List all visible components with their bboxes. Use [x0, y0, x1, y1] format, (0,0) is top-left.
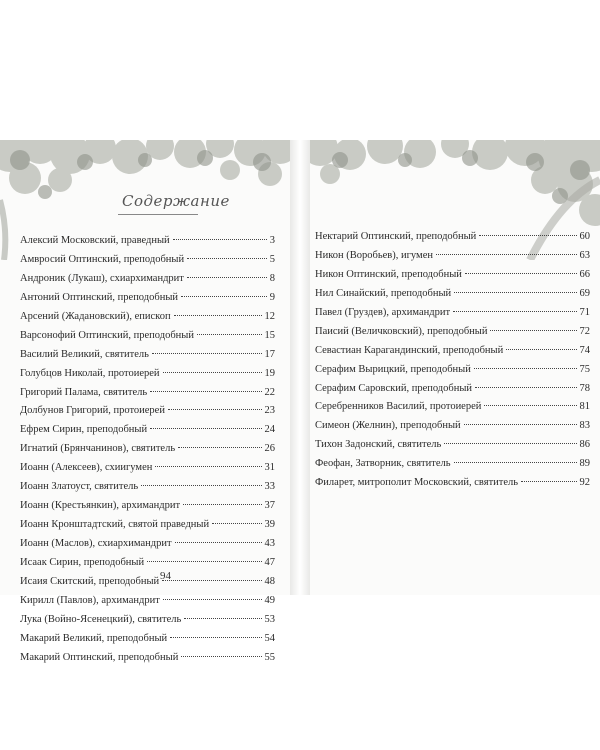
toc-entry	[20, 251, 275, 270]
dot-leader	[147, 561, 261, 562]
toc-entry	[20, 459, 275, 478]
toc-entry	[315, 247, 590, 266]
dot-leader	[453, 311, 576, 312]
toc-entry-page: 33	[264, 481, 275, 493]
toc-entry-name: Тихон Задонский, святитель	[315, 439, 442, 451]
toc-entry	[315, 285, 590, 304]
toc-entry-page: 63	[579, 249, 590, 261]
toc-entry	[20, 630, 275, 649]
toc-entry	[315, 455, 590, 474]
toc-entry-page: 47	[264, 556, 275, 568]
toc-entry-page: 69	[579, 287, 590, 299]
dot-leader	[173, 239, 267, 240]
toc-entry-page: 55	[264, 651, 275, 663]
dot-leader	[183, 504, 261, 505]
book-gutter	[290, 140, 310, 595]
toc-entry-page: 60	[579, 231, 590, 242]
toc-entry-name: Иоанн (Крестьянкин), архимандрит	[20, 500, 181, 512]
toc-entry	[315, 323, 590, 342]
toc-entry	[315, 398, 590, 417]
toc-entry-name: Никон Оптинский, преподобный	[315, 268, 462, 280]
toc-entry-page: 9	[269, 291, 275, 303]
toc-entry	[20, 649, 275, 668]
toc-entry	[20, 327, 275, 346]
toc-entry	[20, 497, 275, 516]
toc-entry	[20, 232, 275, 251]
toc-entry-page: 26	[264, 443, 275, 455]
toc-entry-page: 89	[579, 458, 590, 470]
toc-entry	[315, 380, 590, 399]
dot-leader	[187, 258, 267, 259]
toc-entry-name: Паисий (Величковский), преподобный	[315, 325, 488, 337]
toc-entry-page: 12	[264, 310, 275, 322]
toc-entry	[20, 554, 275, 573]
toc-entry-page: 78	[579, 382, 590, 394]
dot-leader	[181, 296, 267, 297]
dot-leader	[163, 599, 262, 600]
dot-leader	[212, 523, 261, 524]
toc-entry-page: 71	[579, 306, 590, 318]
dot-leader	[150, 391, 261, 392]
dot-leader	[152, 353, 262, 354]
toc-entry-name: Ефрем Сирин, преподобный	[20, 424, 148, 436]
toc-entry-name: Василий Великий, святитель	[20, 348, 149, 360]
dot-leader	[141, 485, 261, 486]
toc-entry	[20, 346, 275, 365]
toc-entry-name: Антоний Оптинский, преподобный	[20, 291, 178, 303]
toc-entry	[20, 421, 275, 440]
dot-leader	[178, 447, 261, 448]
toc-entry	[315, 361, 590, 380]
toc-entry-name: Голубцов Николай, протоиерей	[20, 367, 160, 379]
dot-leader	[521, 481, 576, 482]
toc-entry-page: 74	[579, 344, 590, 356]
right-page	[310, 140, 600, 595]
dot-leader	[175, 542, 262, 543]
dot-leader	[444, 443, 576, 444]
toc-entry-page: 43	[264, 538, 275, 549]
toc-entry-page: 15	[264, 329, 275, 341]
toc-entry-name: Варсонофий Оптинский, преподобный	[20, 329, 194, 341]
toc-entry-name: Серебренников Василий, протоиерей	[315, 401, 482, 413]
toc-entry-name: Серафим Вырицкий, преподобный	[315, 363, 471, 375]
toc-entry-page: 5	[269, 253, 275, 265]
toc-entry-page: 54	[264, 632, 275, 644]
dot-leader	[170, 637, 261, 638]
dot-leader	[181, 656, 261, 657]
dot-leader	[168, 409, 262, 410]
toc-entry-name: Севастиан Карагандинский, преподобный	[315, 344, 504, 356]
toc-entry-name: Филарет, митрополит Московский, святитель	[315, 477, 519, 489]
dot-leader	[506, 349, 576, 350]
toc-entry-name: Иоанн (Алексеев), схиигумен	[20, 462, 153, 474]
dot-leader	[479, 235, 576, 236]
toc-entry-page: 39	[264, 519, 275, 531]
toc-entry-page: 22	[264, 386, 275, 398]
toc-entry-name: Симеон (Желнин), преподобный	[315, 420, 461, 432]
toc-entry-name: Андроник (Лукаш), схиархимандрит	[20, 272, 184, 284]
dot-leader	[184, 618, 261, 619]
toc-entry-name: Нектарий Оптинский, преподобный	[315, 231, 477, 242]
toc-entry-page: 31	[264, 462, 275, 474]
toc-entry-name: Никон (Воробьев), игумен	[315, 249, 433, 261]
toc-entry	[315, 436, 590, 455]
toc-entry	[315, 304, 590, 323]
toc-entry-name: Серафим Саровский, преподобный	[315, 382, 473, 394]
toc-entry-name: Кирилл (Павлов), архимандрит	[20, 594, 160, 606]
toc-entry	[20, 402, 275, 421]
toc-entry-page: 86	[579, 439, 590, 451]
toc-entry	[20, 516, 275, 535]
toc-entry-page: 23	[264, 405, 275, 417]
dot-leader	[475, 387, 576, 388]
dot-leader	[197, 334, 262, 335]
title-underline	[118, 214, 198, 215]
dot-leader	[162, 580, 261, 581]
toc-entry	[20, 535, 275, 554]
toc-entry-name: Амвросий Оптинский, преподобный	[20, 253, 185, 265]
toc-entry-name: Лука (Войно-Ясенецкий), святитель	[20, 613, 182, 625]
toc-entry-page: 72	[579, 325, 590, 337]
toc-entry	[315, 417, 590, 436]
dot-leader	[474, 368, 577, 369]
dot-leader	[454, 462, 577, 463]
toc-entry-name: Игнатий (Брянчанинов), святитель	[20, 443, 176, 455]
toc-entry-page: 37	[264, 500, 275, 512]
toc-entry-page: 3	[269, 235, 275, 246]
toc-entry-name: Алексий Московский, праведный	[20, 235, 170, 246]
dot-leader	[464, 424, 577, 425]
toc-entry	[20, 478, 275, 497]
toc-entry	[20, 365, 275, 384]
dot-leader	[490, 330, 576, 331]
toc-entry-name: Иоанн (Маслов), схиархимандрит	[20, 538, 172, 549]
toc-entry	[20, 384, 275, 403]
toc-entry-page: 48	[264, 575, 275, 587]
page-number: 94	[160, 570, 171, 582]
toc-entry-name: Долбунов Григорий, протоиерей	[20, 405, 165, 417]
left-page	[0, 140, 290, 663]
toc-entry-name: Макарий Оптинский, преподобный	[20, 651, 179, 663]
toc-entry	[315, 474, 590, 493]
toc-entry	[20, 440, 275, 459]
toc-entry-name: Павел (Груздев), архимандрит	[315, 306, 451, 318]
toc-entry-page: 53	[264, 613, 275, 625]
dot-leader	[150, 428, 261, 429]
toc-entry-page: 19	[264, 367, 275, 379]
dot-leader	[174, 315, 262, 316]
toc-entry-name: Иоанн Златоуст, святитель	[20, 481, 139, 493]
dot-leader	[163, 372, 262, 373]
dot-leader	[454, 292, 576, 293]
toc-entry	[20, 270, 275, 289]
toc-entry	[315, 228, 590, 247]
toc-entry-name: Феофан, Затворник, святитель	[315, 458, 451, 470]
toc-entry	[20, 592, 275, 611]
toc-entry-page: 49	[264, 594, 275, 606]
toc-entry-name: Исаак Сирин, преподобный	[20, 556, 145, 568]
toc-title: Содержание	[122, 192, 230, 210]
dot-leader	[155, 466, 261, 467]
toc-entry-page: 83	[579, 420, 590, 432]
toc-entry	[315, 342, 590, 361]
toc-list-left	[20, 232, 275, 668]
toc-entry-page: 66	[579, 268, 590, 280]
toc-entry-page: 8	[269, 272, 275, 284]
toc-entry-name: Исаия Скитский, преподобный	[20, 575, 160, 587]
toc-entry-page: 81	[579, 401, 590, 413]
toc-entry-page: 75	[579, 363, 590, 375]
dot-leader	[436, 254, 577, 255]
toc-entry	[20, 308, 275, 327]
toc-entry-page: 24	[264, 424, 275, 436]
dot-leader	[187, 277, 267, 278]
toc-entry	[20, 289, 275, 308]
toc-entry	[20, 611, 275, 630]
toc-entry-name: Григорий Палама, святитель	[20, 386, 148, 398]
toc-entry	[20, 573, 275, 592]
dot-leader	[484, 405, 576, 406]
toc-entry-name: Макарий Великий, преподобный	[20, 632, 168, 644]
toc-entry-name: Иоанн Кронштадтский, святой праведный	[20, 519, 210, 531]
toc-entry-name: Нил Синайский, преподобный	[315, 287, 452, 299]
toc-entry-page: 92	[579, 477, 590, 489]
toc-entry-name: Арсений (Жадановский), епископ	[20, 310, 171, 322]
toc-entry	[315, 266, 590, 285]
dot-leader	[465, 273, 577, 274]
toc-list-right	[315, 228, 590, 493]
toc-entry-page: 17	[264, 348, 275, 360]
